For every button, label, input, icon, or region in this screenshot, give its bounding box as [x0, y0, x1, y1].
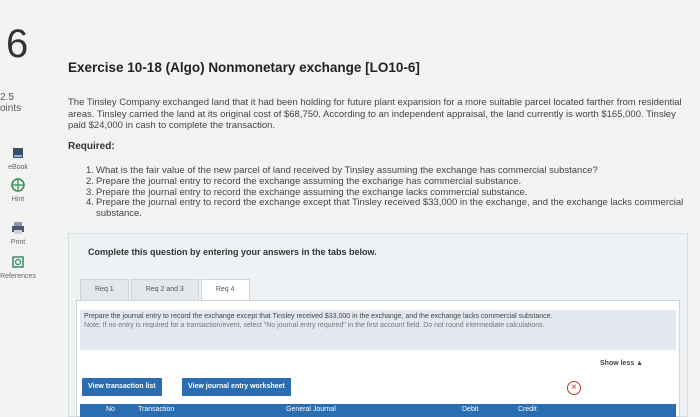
instruction-box	[80, 310, 676, 350]
hint-icon	[11, 178, 25, 192]
tab-req-1[interactable]: Req 1	[80, 279, 129, 301]
close-icon[interactable]: ×	[567, 381, 581, 395]
exercise-title: Exercise 10-18 (Algo) Nonmonetary exchange [LO10-6]	[68, 60, 420, 75]
tab-req-4[interactable]: Req 4	[201, 279, 250, 301]
view-journal-worksheet-button[interactable]: View journal entry worksheet	[182, 378, 291, 396]
requirement-text: Prepare the journal entry to record the exchange assuming the exchange has commercial substance.	[96, 175, 522, 187]
sidebar-hint-label: Hint	[11, 196, 25, 203]
requirement-item	[86, 198, 686, 220]
sidebar-print-label: Print	[10, 239, 26, 246]
sidebar-print[interactable]	[0, 221, 36, 246]
book-icon	[11, 146, 25, 160]
question-number: 6	[6, 22, 29, 66]
answer-tabs	[80, 279, 252, 301]
references-icon	[11, 255, 25, 269]
exercise-intro: The Tinsley Company exchanged land that it had been holding for future plant expansion for a more suitable parcel located farther from residential areas. Tinsley carried the land at its original cost of $68,750. According to an independent appraisal, the land currently is worth $165,000. Tinsley paid $24,000 in cash to complete the transaction.	[68, 97, 682, 131]
sidebar-ebook-label: eBook	[8, 164, 28, 171]
requirement-text: Prepare the journal entry to record the exchange except that Tinsley received $33,000 in the exchange, and the exchange lacks commercial substance.	[96, 197, 684, 220]
requirement-number: 1.	[86, 165, 94, 176]
requirement-number: 4.	[86, 197, 94, 209]
header-credit: Credit	[518, 406, 537, 413]
sidebar-references-label: References	[0, 273, 36, 280]
requirement-number: 2.	[86, 175, 94, 187]
tab-req-2-and-3[interactable]: Req 2 and 3	[131, 279, 199, 301]
points-value: 2.5	[0, 92, 14, 103]
points-indicator	[0, 92, 21, 114]
header-debit: Debit	[462, 406, 479, 413]
instruction-note: Note: If no entry is required for a transaction/event, select "No journal entry required" in the first account field. Do not round intermediate calculations.	[84, 321, 545, 329]
complete-instruction: Complete this question by entering your answers in the tabs below.	[88, 247, 377, 257]
requirement-item	[86, 177, 686, 188]
instruction-text: Prepare the journal entry to record the exchange except that Tinsley received $33,000 in the exchange, and the exchange lacks commercial substance.	[84, 313, 553, 320]
sidebar-ebook[interactable]	[0, 146, 36, 171]
points-label: oints	[0, 103, 22, 114]
header-transaction: Transaction	[138, 406, 175, 413]
required-heading: Required:	[68, 141, 115, 152]
show-less-toggle[interactable]: Show less ▲	[600, 360, 644, 367]
header-no: No	[106, 406, 115, 413]
requirement-text: What is the fair value of the new parcel of land received by Tinsley assuming the exchange has commercial substance?	[96, 165, 598, 176]
requirement-text: Prepare the journal entry to record the exchange assuming the exchange lacks commercial substance.	[96, 186, 528, 198]
header-general-journal: General Journal	[286, 406, 336, 413]
print-icon	[11, 221, 25, 235]
sidebar-references[interactable]	[0, 255, 36, 280]
journal-table-header	[80, 404, 676, 417]
requirements-list	[86, 166, 686, 220]
requirement-number: 3.	[86, 186, 94, 198]
view-transaction-list-button[interactable]: View transaction list	[82, 378, 162, 396]
sidebar-hint[interactable]	[0, 178, 36, 203]
